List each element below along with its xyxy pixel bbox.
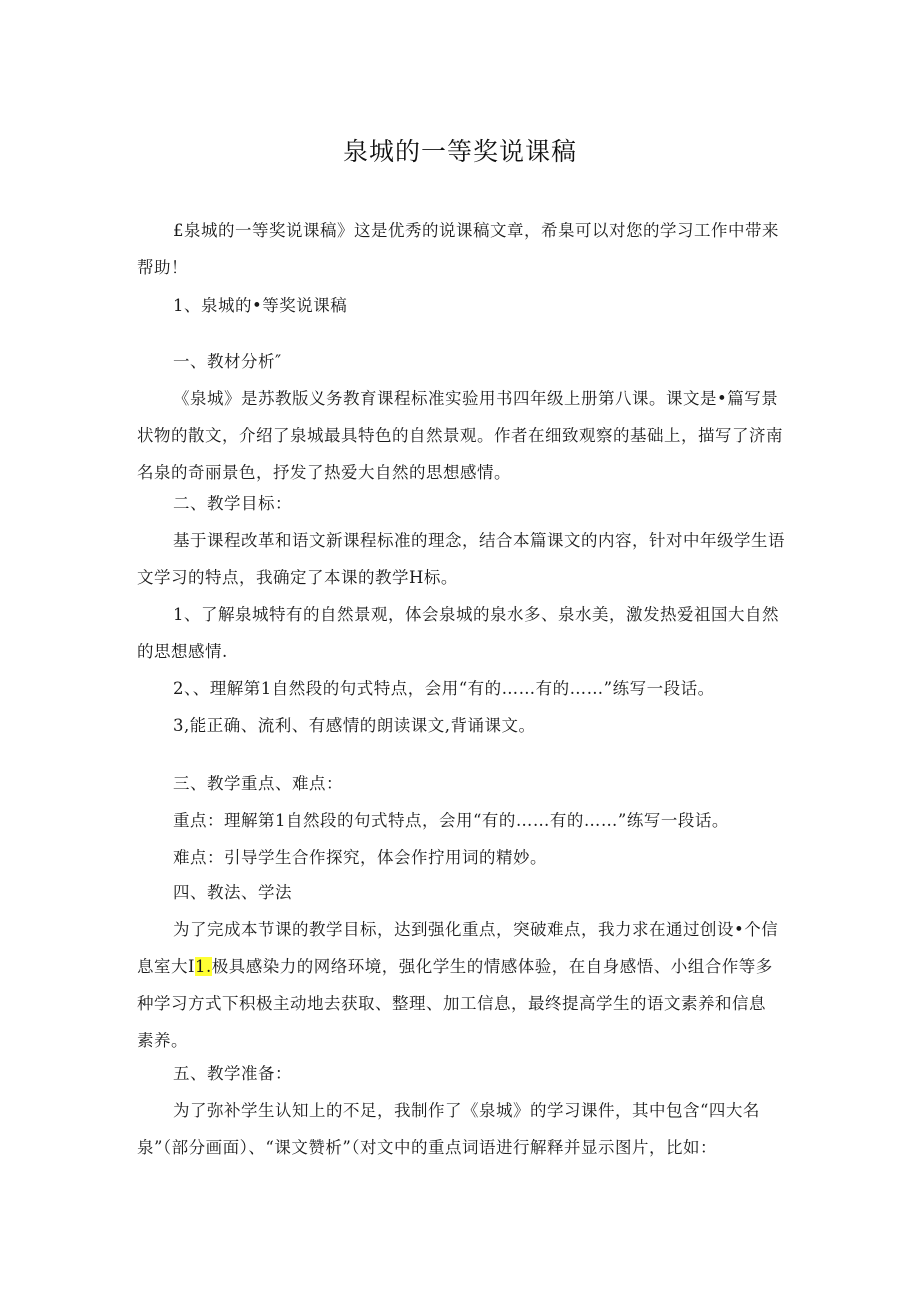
section-1-line-1: 《泉城》是苏教版义务教育课程标准实验用书四年级上册第八课。课文是•篇写景 [173, 389, 779, 408]
intro-line-2: 帮助！ [137, 258, 188, 277]
document-title: 泉城的一等奖说课稿 [342, 137, 577, 166]
section-5 [137, 1055, 787, 1166]
section-3-heading: 三、教学重点、难点： [173, 774, 343, 793]
section-1 [137, 343, 787, 491]
subtitle [137, 287, 787, 324]
subtitle-text: 1、泉城的•等奖说课稿 [173, 296, 348, 315]
goal-1-line-1: 1、了解泉城特有的自然景观，体会泉城的泉水多、泉水美，激发热爱祖国大自然 [173, 605, 779, 624]
section-4 [137, 874, 787, 1059]
section-2-line-1: 基于课程改革和语文新课程标准的理念，结合本篇课文的内容，针对中年级学生语 [173, 531, 785, 550]
section-5-line-2: 泉”（部分画面）、“课文赞析”（对文中的重点词语进行解释并显示图片，比如： [137, 1138, 718, 1157]
section-1-line-3: 名泉的奇丽景色，抒发了热爱大自然的思想感情。 [137, 463, 511, 482]
section-4-line-4: 素养。 [137, 1031, 188, 1050]
goal-1-line-2: 的思想感情. [137, 642, 228, 661]
section-3 [137, 765, 787, 876]
intro-line-1: £泉城的一等奖说课稿》这是优秀的说课稿文章，希臬可以对您的学习工作中带来 [173, 221, 779, 240]
section-1-line-2: 状物的散文，介绍了泉城最具特色的自然景观。作者在细致观察的基础上，描写了济南 [137, 426, 783, 445]
section-4-line-2-before: 息室大I [137, 957, 196, 976]
section-4-line-2-after: 极具感染力的网络环境，强化学生的情感体验，在自身感悟、小组合作等多 [211, 957, 773, 976]
section-4-line-2 [137, 948, 787, 985]
section-2-line-2: 文学习的特点，我确定了本课的教学H标。 [137, 568, 458, 587]
section-3-key: 重点：理解第1自然段的句式特点，会用“有的……有的……”练写一段话。 [173, 811, 729, 830]
section-4-heading: 四、教法、学法 [173, 883, 292, 902]
section-5-heading: 五、教学准备： [173, 1064, 292, 1083]
highlighted-text: 1. [195, 957, 212, 976]
goal-2: 2、、理解第1自然段的句式特点，会用“有的……有的……”练写一段话。 [173, 679, 715, 698]
goal-3: 3,能正确、流利、有感情的朗读课文,背诵课文。 [173, 716, 536, 735]
section-4-line-1: 为了完成本节课的教学目标，达到强化重点，突破难点，我力求在通过创设•个信 [173, 920, 779, 939]
section-2 [137, 485, 787, 744]
intro-paragraph [137, 212, 787, 286]
section-3-difficulty: 难点：引导学生合作探究，体会作拧用词的精妙。 [173, 848, 547, 867]
section-4-line-3: 种学习方式下积极主动地去获取、整理、加工信息，最终提高学生的语文素养和信息 [137, 994, 766, 1013]
section-2-heading: 二、教学目标： [173, 494, 292, 513]
section-1-heading: 一、教材分析″ [173, 352, 282, 371]
section-5-line-1: 为了弥补学生认知上的不足，我制作了《泉城》的学习课件，其中包含“四大名 [173, 1101, 760, 1120]
